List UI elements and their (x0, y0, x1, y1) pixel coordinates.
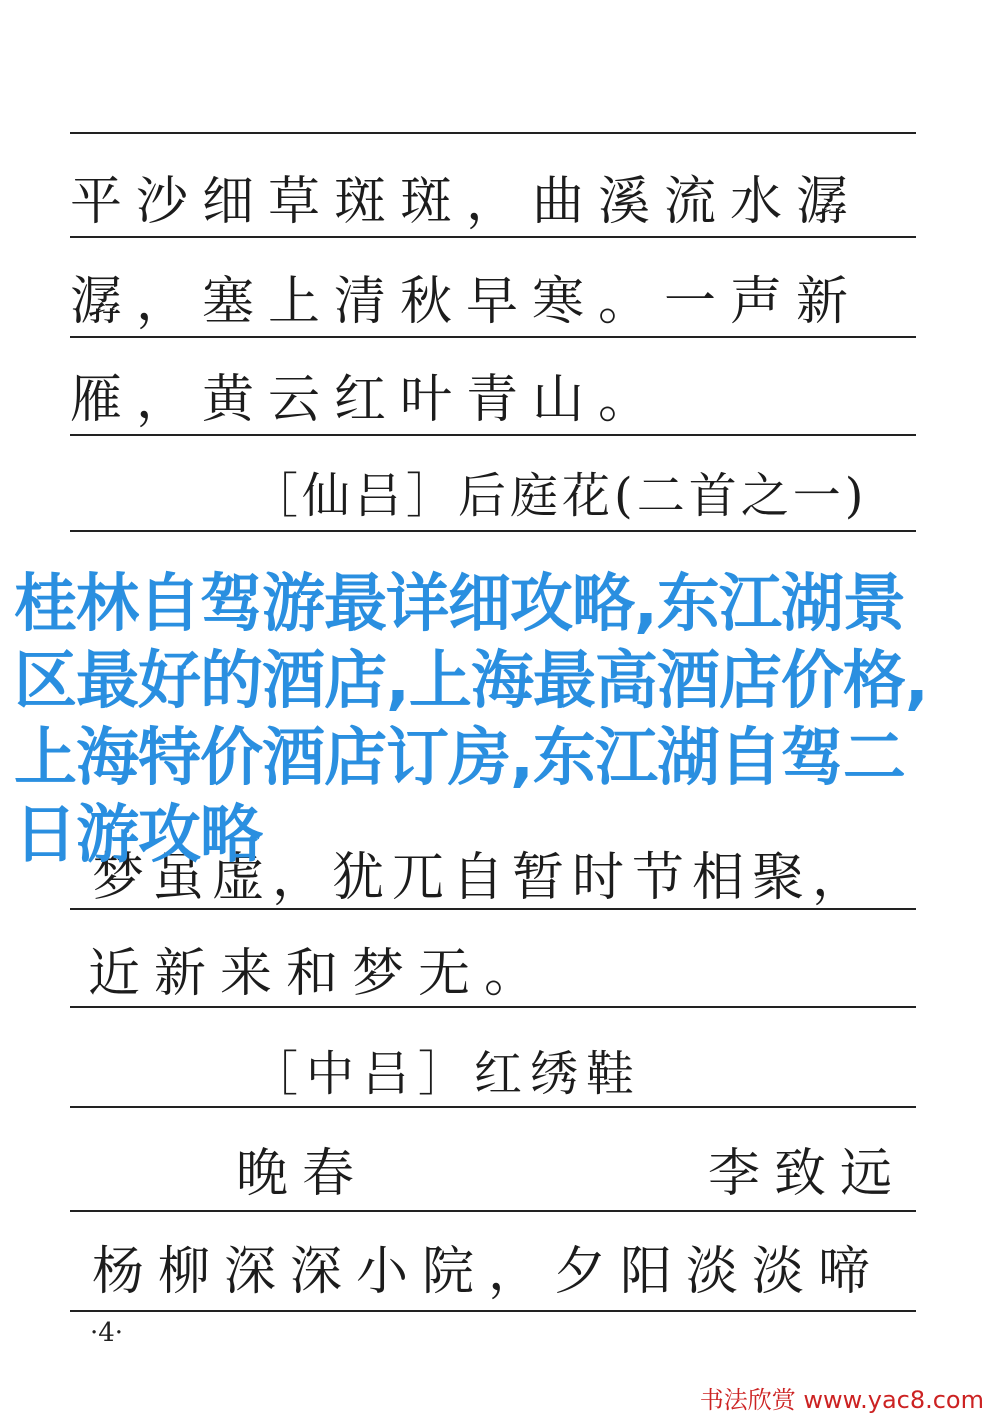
text-line-7: ［中吕］红绣鞋 (250, 1046, 643, 1102)
text-line-3: 雁，黄云红叶青山。 (70, 370, 665, 430)
text-line-8 (236, 1142, 906, 1206)
site-watermark: 书法欣赏 www.yac8.com (699, 1386, 984, 1414)
ruled-line (70, 236, 916, 238)
poem-author: 李致远 (707, 1144, 906, 1204)
ruled-line (70, 434, 916, 436)
ruled-line (70, 1006, 916, 1008)
text-line-1: 平沙细草斑斑，曲溪流水潺 (70, 172, 863, 232)
ruled-line (70, 530, 916, 532)
ruled-line (70, 1210, 916, 1212)
ruled-line (70, 1106, 916, 1108)
text-line-4: ［仙吕］后庭花(二首之一) (250, 468, 868, 524)
text-line-2: 潺，塞上清秋早寒。一声新 (70, 272, 863, 332)
ruled-line (70, 336, 916, 338)
overlay-headline: 桂林自驾游最详细攻略,东江湖景区最好的酒店,上海最高酒店价格,上海特价酒店订房,东江湖自驾二日游攻略 (14, 567, 928, 871)
text-line-6: 近新来和梦无。 (88, 944, 551, 1004)
ruled-line (70, 1310, 916, 1312)
ruled-line (70, 132, 916, 134)
text-line-9: 杨柳深深小院，夕阳淡淡啼 (92, 1242, 885, 1302)
text-line-5: 梦虽虚，犹兀自暂时节相聚， (92, 848, 873, 908)
poem-title: 晚春 (236, 1144, 369, 1204)
page-number: ·4· (90, 1318, 124, 1348)
